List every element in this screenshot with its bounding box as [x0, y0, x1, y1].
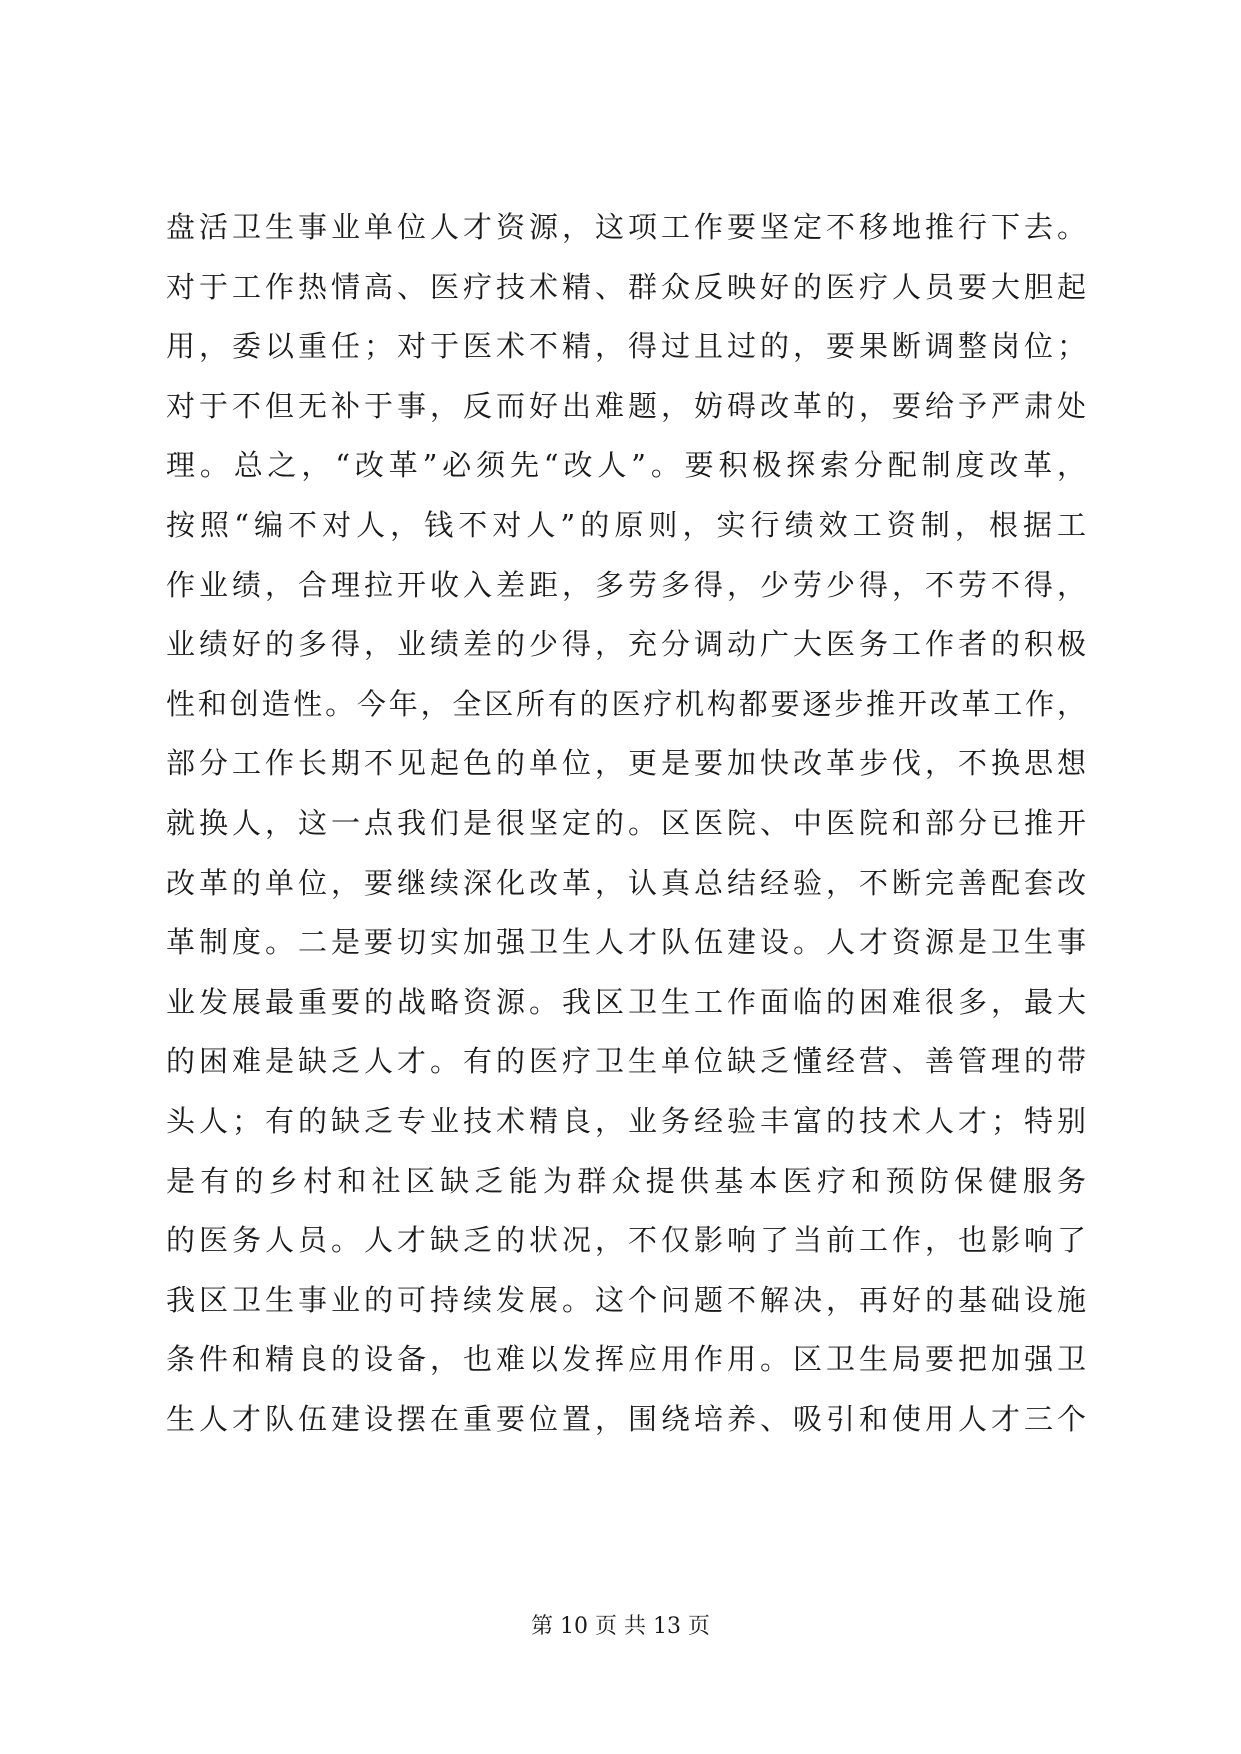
text-line-17: 是有的乡村和社区缺乏能为群众提供基本医疗和预防保健服务 — [166, 1163, 1086, 1198]
text-line-13: 革制度。二是要切实加强卫生人才队伍建设。人才资源是卫生事 — [166, 925, 1086, 960]
text-line-10: 部分工作长期不见起色的单位，更是要加快改革步伐，不换思想 — [166, 746, 1086, 781]
body-text — [166, 198, 1086, 1449]
text-line-1: 盘活卫生事业单位人才资源，这项工作要坚定不移地推行下去。 — [166, 210, 1086, 244]
text-line-8: 业绩好的多得，业绩差的少得，充分调动广大医务工作者的积极 — [166, 627, 1086, 662]
text-line-20: 条件和精良的设备，也难以发挥应用作用。区卫生局要把加强卫 — [166, 1342, 1086, 1377]
text-line-12: 改革的单位，要继续深化改革，认真总结经验，不断完善配套改 — [166, 865, 1086, 900]
text-line-19: 我区卫生事业的可持续发展。这个问题不解决，再好的基础设施 — [166, 1282, 1086, 1317]
text-line-4: 对于不但无补于事，反而好出难题，妨碍改革的，要给予严肃处 — [166, 388, 1086, 423]
text-line-2: 对于工作热情高、医疗技术精、群众反映好的医疗人员要大胆起 — [166, 269, 1086, 304]
text-line-3: 用，委以重任；对于医术不精，得过且过的，要果断调整岗位； — [166, 329, 1086, 364]
text-line-5: 理。总之，“改革”必须先“改人”。要积极探索分配制度改革， — [166, 448, 1086, 483]
text-line-6: 按照“编不对人，钱不对人”的原则，实行绩效工资制，根据工 — [166, 507, 1086, 542]
text-line-9: 性和创造性。今年，全区所有的医疗机构都要逐步推开改革工作， — [166, 686, 1086, 721]
text-line-18: 的医务人员。人才缺乏的状况，不仅影响了当前工作，也影响了 — [166, 1223, 1086, 1258]
page-number-label: 第 10 页 共 13 页 — [531, 1614, 710, 1639]
text-line-16: 头人；有的缺乏专业技术精良，业务经验丰富的技术人才；特别 — [166, 1103, 1086, 1138]
text-line-15: 的困难是缺乏人才。有的医疗卫生单位缺乏懂经营、善管理的带 — [166, 1044, 1086, 1079]
page-footer — [0, 1612, 1241, 1642]
text-line-14: 业发展最重要的战略资源。我区卫生工作面临的困难很多，最大 — [166, 984, 1086, 1019]
text-line-7: 作业绩，合理拉开收入差距，多劳多得，少劳少得，不劳不得， — [166, 567, 1086, 602]
text-line-11: 就换人，这一点我们是很坚定的。区医院、中医院和部分已推开 — [166, 805, 1086, 840]
text-line-21: 生人才队伍建设摆在重要位置，围绕培养、吸引和使用人才三个 — [166, 1401, 1086, 1436]
